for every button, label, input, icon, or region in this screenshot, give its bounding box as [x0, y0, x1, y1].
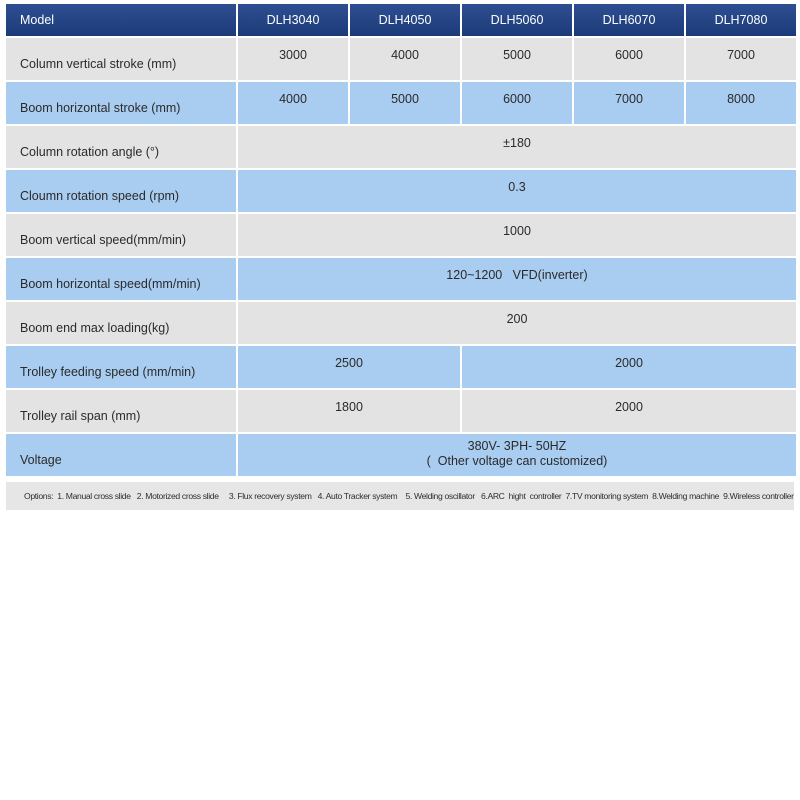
- spec-value: 2000: [462, 390, 796, 432]
- table-row: [6, 302, 796, 344]
- row-label: Boom horizontal speed(mm/min): [6, 258, 236, 300]
- spec-value: 6000: [462, 82, 572, 124]
- spec-value: 3000: [238, 38, 348, 80]
- spec-value: 1800: [238, 390, 460, 432]
- table-row: [6, 38, 796, 80]
- model-header-cell: DLH4050: [350, 4, 460, 36]
- table-row: [6, 126, 796, 168]
- row-label: Trolley feeding speed (mm/min): [6, 346, 236, 388]
- row-label: Column vertical stroke (mm): [6, 38, 236, 80]
- spec-value: 1000: [238, 214, 796, 256]
- voltage-line: 380V- 3PH- 50HZ: [467, 439, 567, 453]
- spec-value: 5000: [462, 38, 572, 80]
- spec-value: 4000: [350, 38, 460, 80]
- row-label: Boom horizontal stroke (mm): [6, 82, 236, 124]
- table-row: [6, 390, 796, 432]
- spec-value: 6000: [574, 38, 684, 80]
- table-row: [6, 346, 796, 388]
- voltage-cell: [238, 434, 796, 476]
- row-label: Column rotation angle (°): [6, 126, 236, 168]
- model-header-cell: DLH6070: [574, 4, 684, 36]
- spec-sheet: [4, 2, 796, 501]
- table-row: [6, 82, 796, 124]
- spec-value: 200: [238, 302, 796, 344]
- row-label: Boom end max loading(kg): [6, 302, 236, 344]
- spec-value: 4000: [238, 82, 348, 124]
- header-row: [6, 4, 796, 36]
- spec-value: 2000: [462, 346, 796, 388]
- model-header-cell: DLH7080: [686, 4, 796, 36]
- spec-value: 5000: [350, 82, 460, 124]
- row-label: Boom vertical speed(mm/min): [6, 214, 236, 256]
- model-header-label: Model: [6, 4, 236, 36]
- spec-value: 8000: [686, 82, 796, 124]
- spec-value: 120~1200 VFD(inverter): [238, 258, 796, 300]
- row-label: Cloumn rotation speed (rpm): [6, 170, 236, 212]
- spec-table: [4, 2, 798, 478]
- voltage-note: ( Other voltage can customized): [426, 454, 608, 468]
- table-row: [6, 258, 796, 300]
- spec-value: 2500: [238, 346, 460, 388]
- table-row: [6, 214, 796, 256]
- row-label: Trolley rail span (mm): [6, 390, 236, 432]
- model-header-cell: DLH3040: [238, 4, 348, 36]
- row-label: Voltage: [6, 434, 236, 476]
- spec-value: 0.3: [238, 170, 796, 212]
- options-footer: Options: 1. Manual cross slide 2. Motorized cross slide 3. Flux recovery system 4. Auto Tracker system 5. Welding oscillator 6.ARC hight controller 7.TV monitoring system 8.Welding machine 9.Wireless controller: [6, 482, 794, 510]
- spec-value: 7000: [574, 82, 684, 124]
- table-row: [6, 170, 796, 212]
- spec-value: ±180: [238, 126, 796, 168]
- table-row: [6, 434, 796, 476]
- model-header-cell: DLH5060: [462, 4, 572, 36]
- spec-value: 7000: [686, 38, 796, 80]
